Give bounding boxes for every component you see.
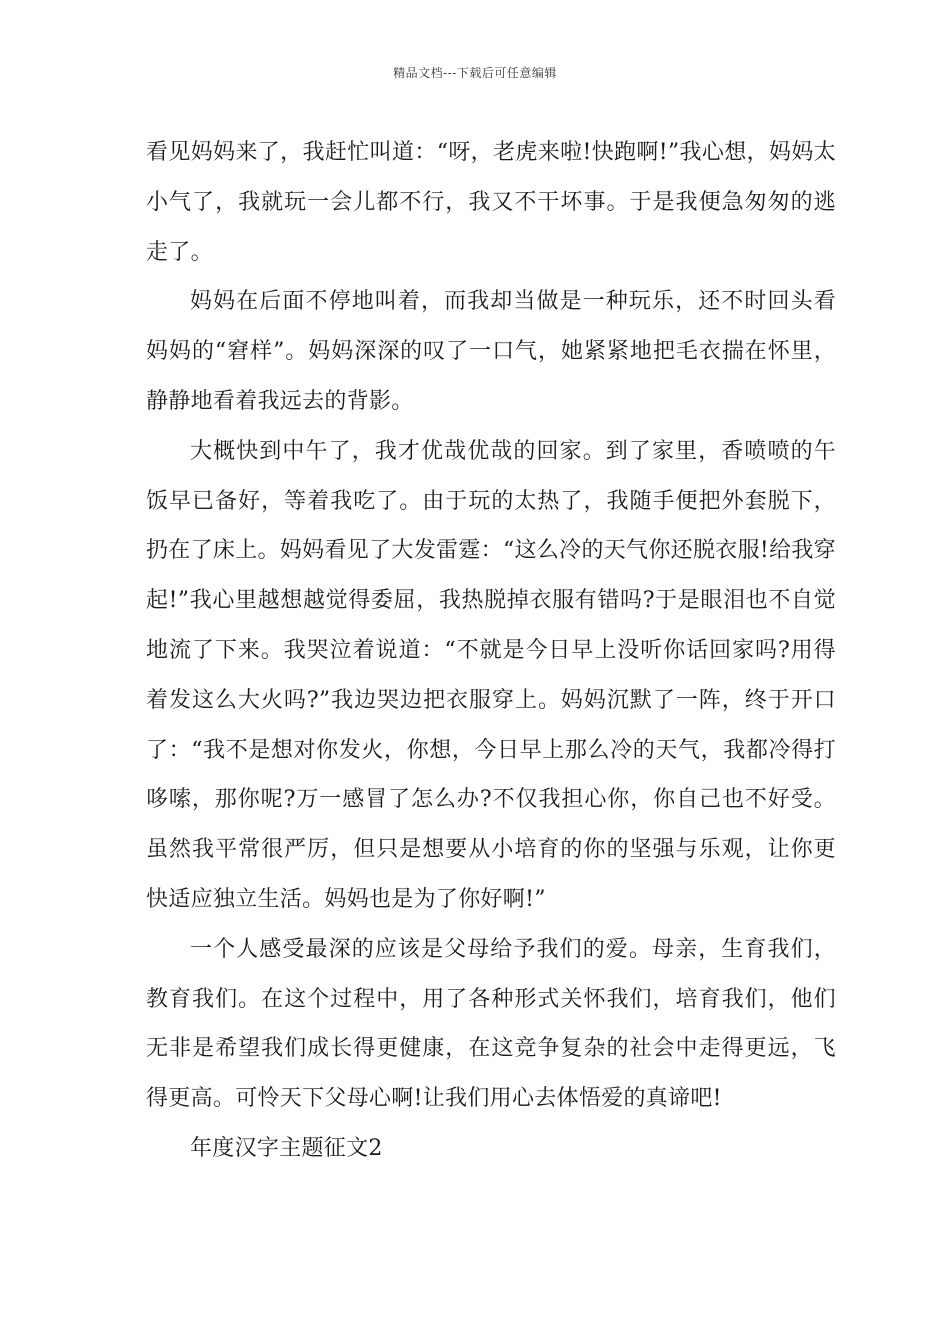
paragraph-noon-return: 大概快到中午了，我才优哉优哉的回家。到了家里，香喷喷的午饭早已备好，等着我吃了。由于玩的太热了，我随手便把外套脱下，扔在了床上。妈妈看见了大发雷霆：“这么冷的天气你还脱衣服!给我穿起!”我心里越想越觉得委屈，我热脱掉衣服有错吗?于是眼泪也不自觉地流了下来。我哭泣着说道：“不就是今日早上没听你话回家吗?用得着发这么大火吗?”我边哭边把衣服穿上。妈妈沉默了一阵，终于开口了：“我不是想对你发火，你想，今日早上那么冷的天气，我都冷得打哆嗦，那你呢?万一感冒了怎么办?不仅我担心你，你自己也不好受。虽然我平常很严厉，但只是想要从小培育的你的坚强与乐观，让你更快适应独立生活。妈妈也是为了你好啊!” <box>146 438 836 912</box>
document-body <box>146 128 836 1174</box>
section-title: 年度汉字主题征文2 <box>190 1135 383 1161</box>
paragraph-continuation: 看见妈妈来了，我赶忙叫道：“呀，老虎来啦!快跑啊!”我心想，妈妈太小气了，我就玩一会儿都不行，我又不干坏事。于是我便急匆匆的逃走了。 <box>146 140 836 265</box>
paragraph-parents-love: 一个人感受最深的应该是父母给予我们的爱。母亲，生育我们，教育我们。在这个过程中，用了各种形式关怀我们，培育我们，他们无非是希望我们成长得更健康，在这竞争复杂的社会中走得更远，飞得更高。可怜天下父母心啊!让我们用心去体悟爱的真谛吧! <box>146 936 836 1112</box>
page-header: 精品文档---下载后可任意编辑 <box>393 66 557 80</box>
paragraph-mother-calling: 妈妈在后面不停地叫着，而我却当做是一种玩乐，还不时回头看妈妈的“窘样”。妈妈深深的叹了一口气，她紧紧地把毛衣揣在怀里，静静地看着我远去的背影。 <box>146 289 836 414</box>
